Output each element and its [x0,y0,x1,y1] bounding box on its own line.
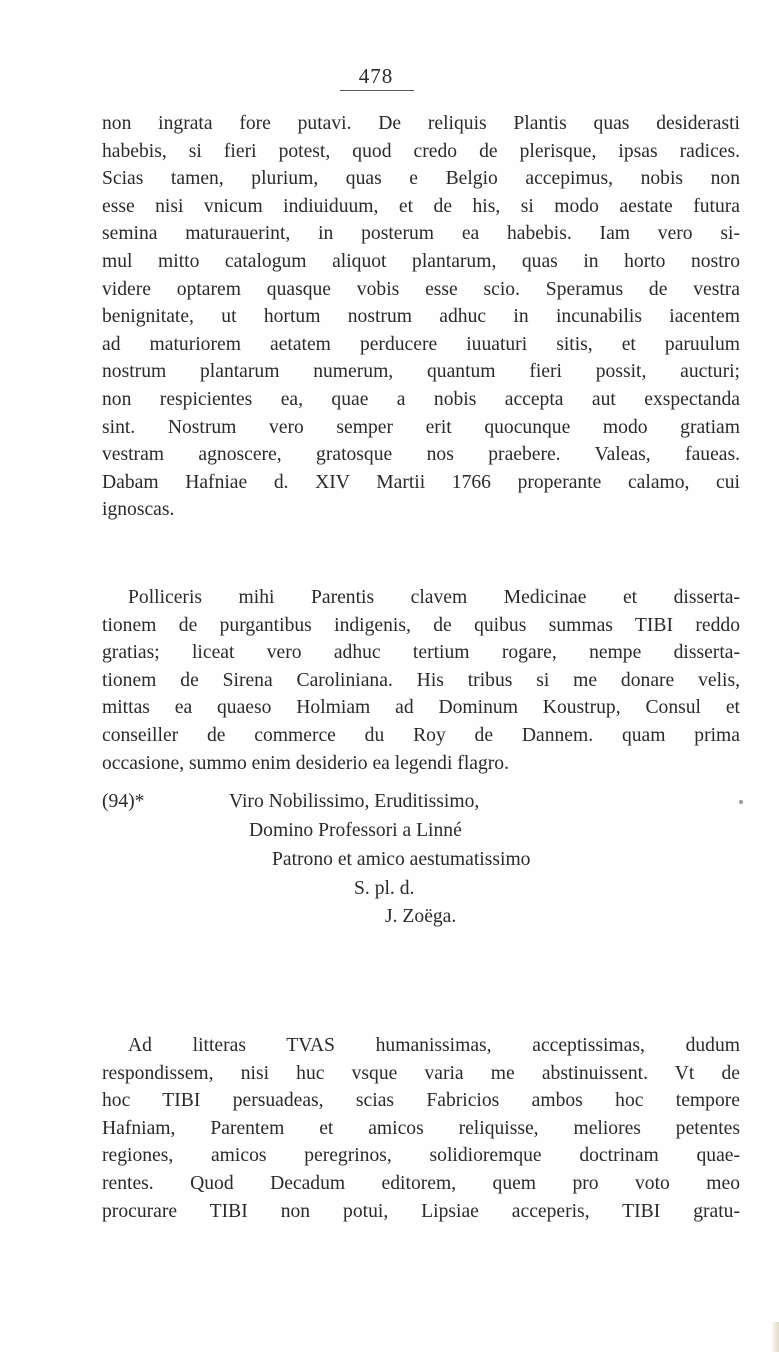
address-line: Viro Nobilissimo, Eruditissimo, [229,791,480,812]
text-line: nostrum plantarum numerum, quantum fieri possit, aucturi; [102,361,740,383]
text-line: esse nisi vnicum indiuiduum, et de his, si modo aestate futura [102,195,740,217]
text-line: videre optarem quasque vobis esse scio. Speramus de vestra [102,278,740,300]
text-line: tionem de purgantibus indigenis, de quibus summas TIBI reddo [102,614,740,636]
letter-number: (94)* [102,791,145,812]
text-line: Ad litteras TVAS humanissimas, acceptissimas, dudum [128,1035,740,1056]
text-line: rentes. Quod Decadum editorem, quem pro voto meo [102,1172,740,1194]
text-line: hoc TIBI persuadeas, scias Fabricios ambos hoc tempore [102,1090,740,1112]
paragraph-2 [102,584,740,777]
text-line: sint. Nostrum vero semper erit quocunque modo gratiam [102,416,740,438]
margin-mark [739,800,743,804]
text-line: Scias tamen, plurium, quas e Belgio accepimus, nobis non [102,168,740,190]
page-number-underline [340,90,414,91]
paragraph-3 [102,1032,740,1225]
text-line: mittas ea quaeso Holmiam ad Dominum Koustrup, Consul et [102,697,740,719]
text-line: gratias; liceat vero adhuc tertium rogare, nempe disserta- [102,642,740,664]
address-line: Domino Professori a Linné [249,820,462,841]
text-line: non ingrata fore putavi. De reliquis Plantis quas desiderasti [102,113,740,134]
text-line: mul mitto catalogum aliquot plantarum, quas in horto nostro [102,250,740,272]
text-line: Dabam Hafniae d. XIV Martii 1766 properante calamo, cui [102,471,740,493]
page-edge-shade [771,1322,779,1352]
text-line: ignoscas. [102,499,175,521]
text-line: semina maturauerint, in posterum ea habebis. Iam vero si- [102,223,740,245]
text-line: ad maturiorem aetatem perducere iuuaturi sitis, et paruulum [102,333,740,355]
text-line: regiones, amicos peregrinos, solidioremque doctrinam quae- [102,1145,740,1167]
text-line: non respicientes ea, quae a nobis accepta aut exspectanda [102,388,740,410]
text-line: vestram agnoscere, gratosque nos praebere. Valeas, faueas. [102,444,740,466]
page-number: 478 [358,64,394,88]
paragraph-1 [102,110,740,524]
text-line: habebis, si fieri potest, quod credo de plerisque, ipsas radices. [102,140,740,162]
text-line: Hafniam, Parentem et amicos reliquisse, meliores petentes [102,1117,740,1139]
text-line: conseiller de commerce du Roy de Dannem. quam prima [102,724,740,746]
text-line: occasione, summo enim desiderio ea legendi flagro. [102,752,509,774]
text-line: respondissem, nisi huc vsque varia me abstinuissent. Vt de [102,1062,740,1084]
text-line: tionem de Sirena Caroliniana. His tribus si me donare velis, [102,669,740,691]
signature: J. Zoëga. [385,906,457,927]
text-line: Polliceris mihi Parentis clavem Medicinae et disserta- [128,587,740,608]
address-line: Patrono et amico aestumatissimo [272,849,531,870]
address-line: S. pl. d. [354,878,415,899]
text-line: procurare TIBI non potui, Lipsiae acceperis, TIBI gratu- [102,1200,740,1222]
text-line: benignitate, ut hortum nostrum adhuc in incunabilis iacentem [102,306,740,328]
